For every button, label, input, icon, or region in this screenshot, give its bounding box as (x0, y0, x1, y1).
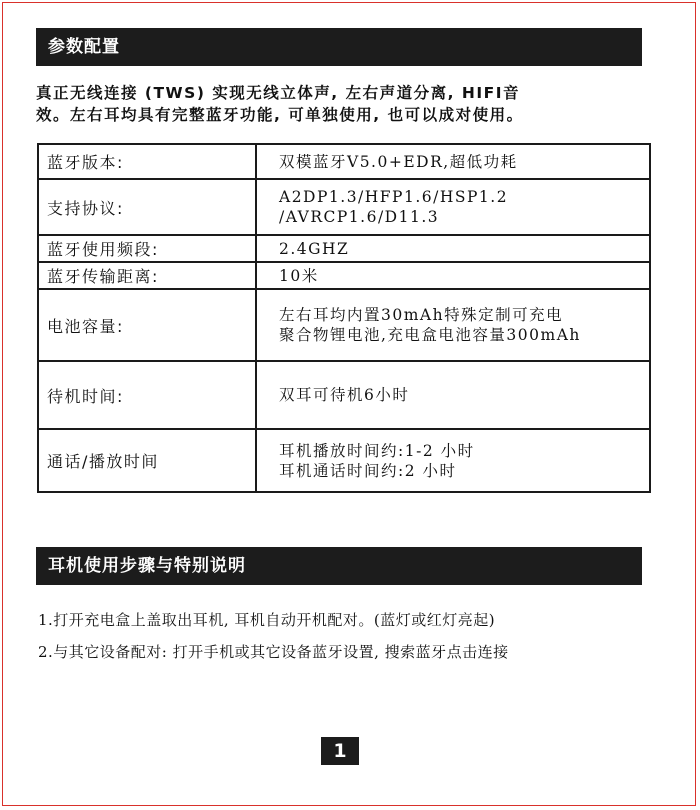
spec-label: 蓝牙传输距离: (38, 262, 256, 289)
spec-label: 待机时间: (38, 361, 256, 429)
spec-value-line: /AVRCP1.6/D11.3 (279, 208, 440, 226)
spec-value-line: 双模蓝牙V5.0+EDR,超低功耗 (279, 152, 518, 171)
spec-value-line: 耳机播放时间约:1-2 小时 (279, 441, 475, 460)
spec-value-line: 2.4GHZ (279, 239, 350, 258)
spec-label: 支持协议: (38, 179, 256, 235)
usage-steps (38, 609, 658, 673)
intro-line: 真正无线连接 (TWS) 实现无线立体声, 左右声道分离, HIFI音 (36, 84, 520, 102)
spec-value (256, 429, 650, 492)
spec-label: 蓝牙版本: (38, 144, 256, 179)
intro-paragraph (36, 82, 642, 126)
table-row (38, 235, 650, 262)
spec-value-line: 左右耳均内置30mAh特殊定制可充电 (279, 306, 564, 324)
spec-value-line: 双耳可待机6小时 (279, 386, 410, 404)
spec-value-line: 10米 (279, 266, 319, 285)
spec-value (256, 179, 650, 235)
spec-value (256, 289, 650, 361)
spec-table (37, 143, 651, 493)
section-header-parameters: 参数配置 (36, 28, 642, 66)
list-item: 2.与其它设备配对: 打开手机或其它设备蓝牙设置, 搜索蓝牙点击连接 (38, 643, 509, 661)
spec-value-line: A2DP1.3/HFP1.6/HSP1.2 (279, 188, 509, 206)
table-row (38, 361, 650, 429)
table-row (38, 429, 650, 492)
spec-label: 蓝牙使用频段: (38, 235, 256, 262)
list-item: 1.打开充电盒上盖取出耳机, 耳机自动开机配对。(蓝灯或红灯亮起) (38, 611, 496, 629)
spec-value (256, 144, 650, 179)
spec-value (256, 235, 650, 262)
spec-label: 电池容量: (38, 289, 256, 361)
intro-line: 效。左右耳均具有完整蓝牙功能, 可单独使用, 也可以成对使用。 (36, 106, 524, 124)
spec-value-line: 聚合物锂电池,充电盒电池容量300mAh (279, 326, 581, 344)
table-row (38, 262, 650, 289)
table-row (38, 179, 650, 235)
spec-label: 通话/播放时间 (38, 429, 256, 492)
page-number: 1 (321, 737, 359, 765)
table-row (38, 144, 650, 179)
spec-value (256, 262, 650, 289)
spec-value-line: 耳机通话时间约:2 小时 (279, 461, 457, 480)
section-header-usage: 耳机使用步骤与特别说明 (36, 547, 642, 585)
table-row (38, 289, 650, 361)
spec-value (256, 361, 650, 429)
